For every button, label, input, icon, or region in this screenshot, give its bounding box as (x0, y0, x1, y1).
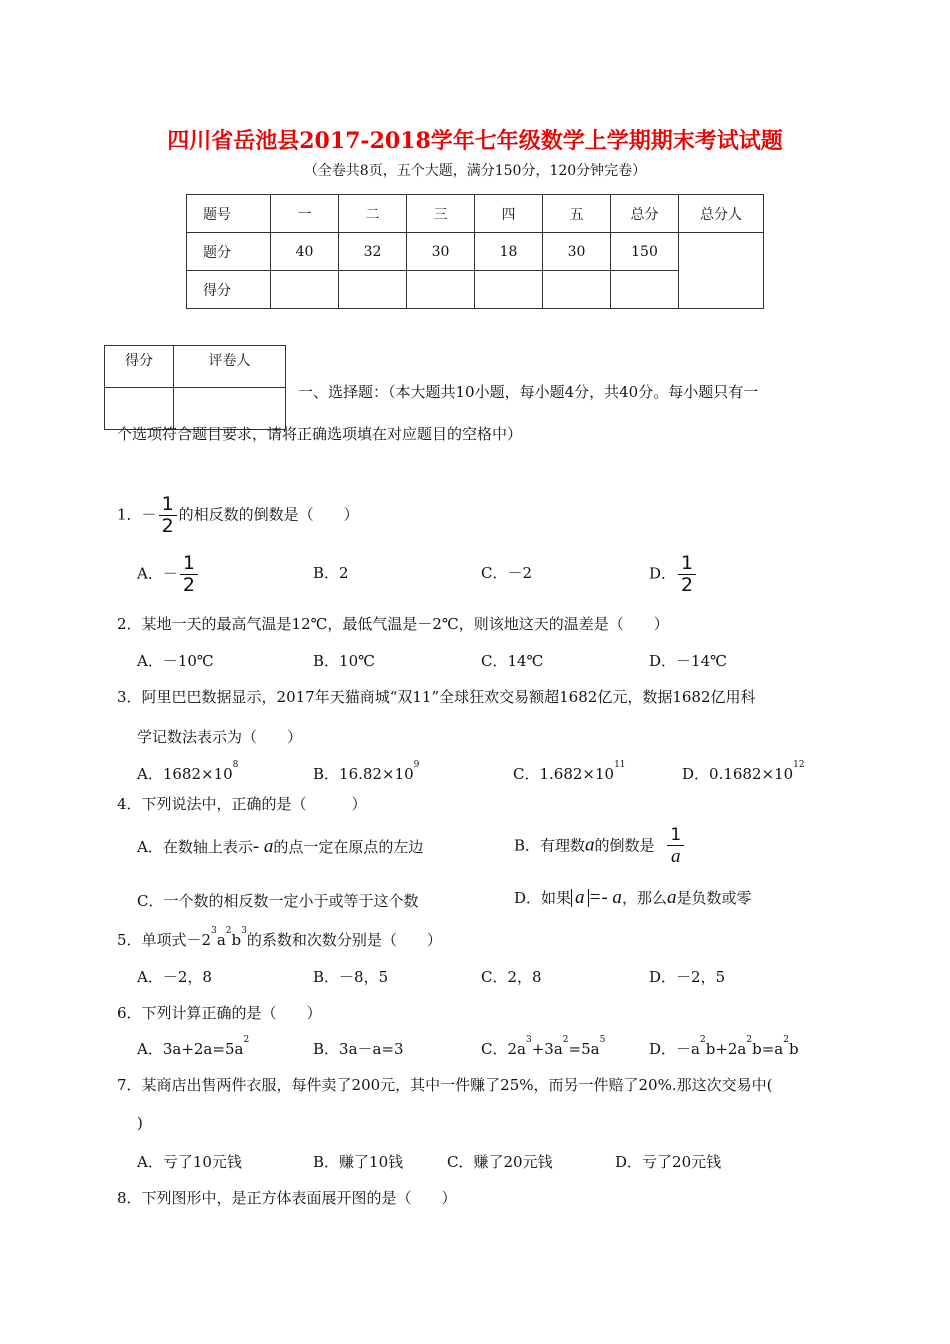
table-cell: 18 (475, 233, 543, 271)
score-table (186, 194, 764, 309)
fraction (159, 494, 177, 537)
option-text: A．在数轴上表示 (137, 838, 253, 856)
table-cell: 五 (543, 195, 611, 233)
score-input-cell[interactable] (271, 271, 339, 309)
option-c[interactable]: C．2，8 (481, 968, 542, 986)
exponent: 5 (599, 1035, 606, 1045)
total-grader-cell[interactable] (679, 233, 764, 309)
table-cell: 40 (271, 233, 339, 271)
score-input-cell[interactable] (543, 271, 611, 309)
fraction-denominator: a (670, 846, 681, 867)
table-cell: 总分 (611, 195, 679, 233)
math-variable: a (666, 887, 677, 908)
question-text: 的系数和次数分别是（ ） (246, 931, 442, 949)
option-text: ，那么 (621, 889, 667, 907)
fraction-denominator: 2 (681, 574, 694, 596)
grader-table (104, 345, 286, 430)
exponent: 2 (699, 1035, 706, 1045)
section-heading-cont: 个选项符合题目要求，请将正确选项填在对应题目的空格中） (117, 425, 523, 443)
question-1 (117, 494, 359, 537)
exponent: 3 (525, 1035, 532, 1045)
table-cell: 题号 (187, 195, 271, 233)
option-b[interactable] (313, 760, 420, 784)
table-row (187, 271, 764, 309)
option-text: 是负数或零 (676, 889, 752, 907)
option-c[interactable]: C．一个数的相反数一定小于或等于这个数 (137, 892, 419, 910)
option-c[interactable] (481, 1035, 606, 1059)
table-cell: 30 (543, 233, 611, 271)
table-cell: 评卷人 (174, 346, 286, 388)
score-input-cell[interactable] (407, 271, 475, 309)
option-text: =5a (568, 1040, 600, 1058)
option-text: C．2a (481, 1040, 526, 1058)
fraction-numerator: 1 (180, 553, 198, 575)
minus-sign: － (141, 505, 157, 524)
exponent: 11 (614, 760, 626, 770)
option-text: B．有理数 (514, 836, 586, 855)
table-cell: 题分 (187, 233, 271, 271)
option-b[interactable]: B．2 (313, 564, 349, 582)
exponent: 2 (243, 1035, 250, 1045)
option-text: A．3a+2a=5a (137, 1040, 244, 1058)
option-b[interactable] (514, 826, 686, 867)
option-c[interactable] (513, 760, 626, 784)
score-input-cell[interactable] (611, 271, 679, 309)
option-text: D．0.1682×10 (682, 765, 794, 783)
option-a[interactable] (137, 553, 200, 596)
question-3: 3．阿里巴巴数据显示，2017年天猫商城“双11”全球狂欢交易额超1682亿元，数据1682亿用科 (117, 688, 756, 706)
exponent: 2 (225, 926, 232, 936)
table-cell: 二 (339, 195, 407, 233)
fraction-numerator: 1 (159, 494, 177, 516)
table-cell: 三 (407, 195, 475, 233)
exponent: 2 (746, 1035, 753, 1045)
option-c[interactable]: C．赚了20元钱 (447, 1153, 553, 1171)
exponent: 3 (211, 926, 217, 936)
exponent: 8 (232, 760, 239, 770)
option-text: D．如果 (514, 889, 572, 907)
table-cell: 30 (407, 233, 475, 271)
exponent: 9 (413, 760, 420, 770)
option-a[interactable] (137, 760, 239, 784)
table-row (187, 233, 764, 271)
option-b[interactable]: B．赚了10钱 (313, 1153, 404, 1171)
option-b[interactable]: B．3a－a=3 (313, 1040, 404, 1058)
table-cell: 一 (271, 195, 339, 233)
option-label: D． (649, 564, 677, 583)
fraction (667, 826, 684, 867)
option-text: b+2a (705, 1040, 747, 1058)
option-d[interactable] (514, 887, 751, 909)
option-c[interactable]: C．14℃ (481, 652, 544, 670)
table-cell: 总分人 (679, 195, 764, 233)
question-3-cont: 学记数法表示为（ ） (137, 728, 303, 746)
question-7-cont: ) (137, 1114, 143, 1132)
question-text: b (231, 931, 242, 949)
page-title: 四川省岳池县2017-2018学年七年级数学上学期期末考试试题 (167, 128, 783, 154)
option-text: 的倒数是 (594, 836, 655, 855)
fraction (678, 553, 696, 596)
fraction-numerator: 1 (678, 553, 696, 575)
option-d[interactable]: D．－2，5 (649, 968, 726, 986)
question-8: 8．下列图形中，是正方体表面展开图的是（ ） (117, 1189, 457, 1207)
table-cell: 150 (611, 233, 679, 271)
option-text: b=a (752, 1040, 784, 1058)
option-d[interactable]: D．亏了20元钱 (615, 1153, 722, 1171)
section-heading: 一、选择题：（本大题共10小题，每小题4分，共40分。每小题只有一 (298, 383, 759, 401)
score-input-cell[interactable] (339, 271, 407, 309)
absolute-value: a (571, 889, 589, 907)
fraction-denominator: 2 (182, 574, 195, 596)
option-c[interactable]: C．－2 (481, 564, 533, 582)
question-2: 2．某地一天的最高气温是12℃，最低气温是－2℃，则该地这天的温差是（ ） (117, 615, 669, 633)
exponent: 12 (793, 760, 805, 770)
option-a[interactable]: A．亏了10元钱 (137, 1153, 242, 1171)
math-variable: - a (252, 836, 274, 857)
page-subtitle: （全卷共8页，五个大题，满分150分，120分钟完卷） (303, 163, 647, 179)
option-a[interactable] (137, 1035, 250, 1059)
table-cell: 四 (475, 195, 543, 233)
table-cell: 得分 (105, 346, 174, 388)
option-a[interactable] (137, 836, 423, 858)
option-text: B．16.82×10 (313, 765, 414, 783)
fraction-numerator: 1 (667, 826, 684, 846)
table-row (187, 195, 764, 233)
question-4: 4．下列说法中，正确的是（ ） (117, 795, 367, 813)
question-6: 6．下列计算正确的是（ ） (117, 1004, 322, 1022)
option-a[interactable]: A．－2，8 (137, 968, 212, 986)
option-text: C．1.682×10 (513, 765, 615, 783)
math-expression: =- a (588, 887, 622, 908)
question-text: a (216, 931, 226, 949)
option-b[interactable]: B．10℃ (313, 652, 375, 670)
option-label: A．－ (137, 564, 178, 583)
question-7: 7．某商店出售两件衣服，每件卖了200元，其中一件赚了25%，而另一件赔了20%.那这次交易中( (117, 1076, 773, 1094)
question-text: 的相反数的倒数是（ ） (178, 505, 359, 524)
exponent: 2 (562, 1035, 569, 1045)
table-cell: 得分 (187, 271, 271, 309)
option-text: +3a (531, 1040, 563, 1058)
question-text: 5．单项式－2 (117, 931, 212, 949)
option-d[interactable]: D．－14℃ (649, 652, 727, 670)
question-number: 1． (117, 505, 142, 524)
exponent: 2 (783, 1035, 789, 1045)
fraction (180, 553, 198, 596)
option-d[interactable] (649, 553, 698, 596)
question-5 (117, 926, 442, 950)
table-row (105, 346, 286, 388)
option-text: 的点一定在原点的左边 (273, 838, 424, 856)
option-text: A．1682×10 (137, 765, 233, 783)
exponent: 3 (241, 926, 247, 936)
option-text: D．－a (649, 1040, 700, 1058)
table-cell: 32 (339, 233, 407, 271)
option-b[interactable]: B．－8，5 (313, 968, 389, 986)
option-text: b (788, 1040, 799, 1058)
score-input-cell[interactable] (475, 271, 543, 309)
fraction-denominator: 2 (161, 515, 174, 537)
option-a[interactable]: A．－10℃ (137, 652, 214, 670)
option-d[interactable] (682, 760, 805, 784)
math-variable: a (585, 834, 595, 856)
option-d[interactable] (649, 1035, 799, 1059)
